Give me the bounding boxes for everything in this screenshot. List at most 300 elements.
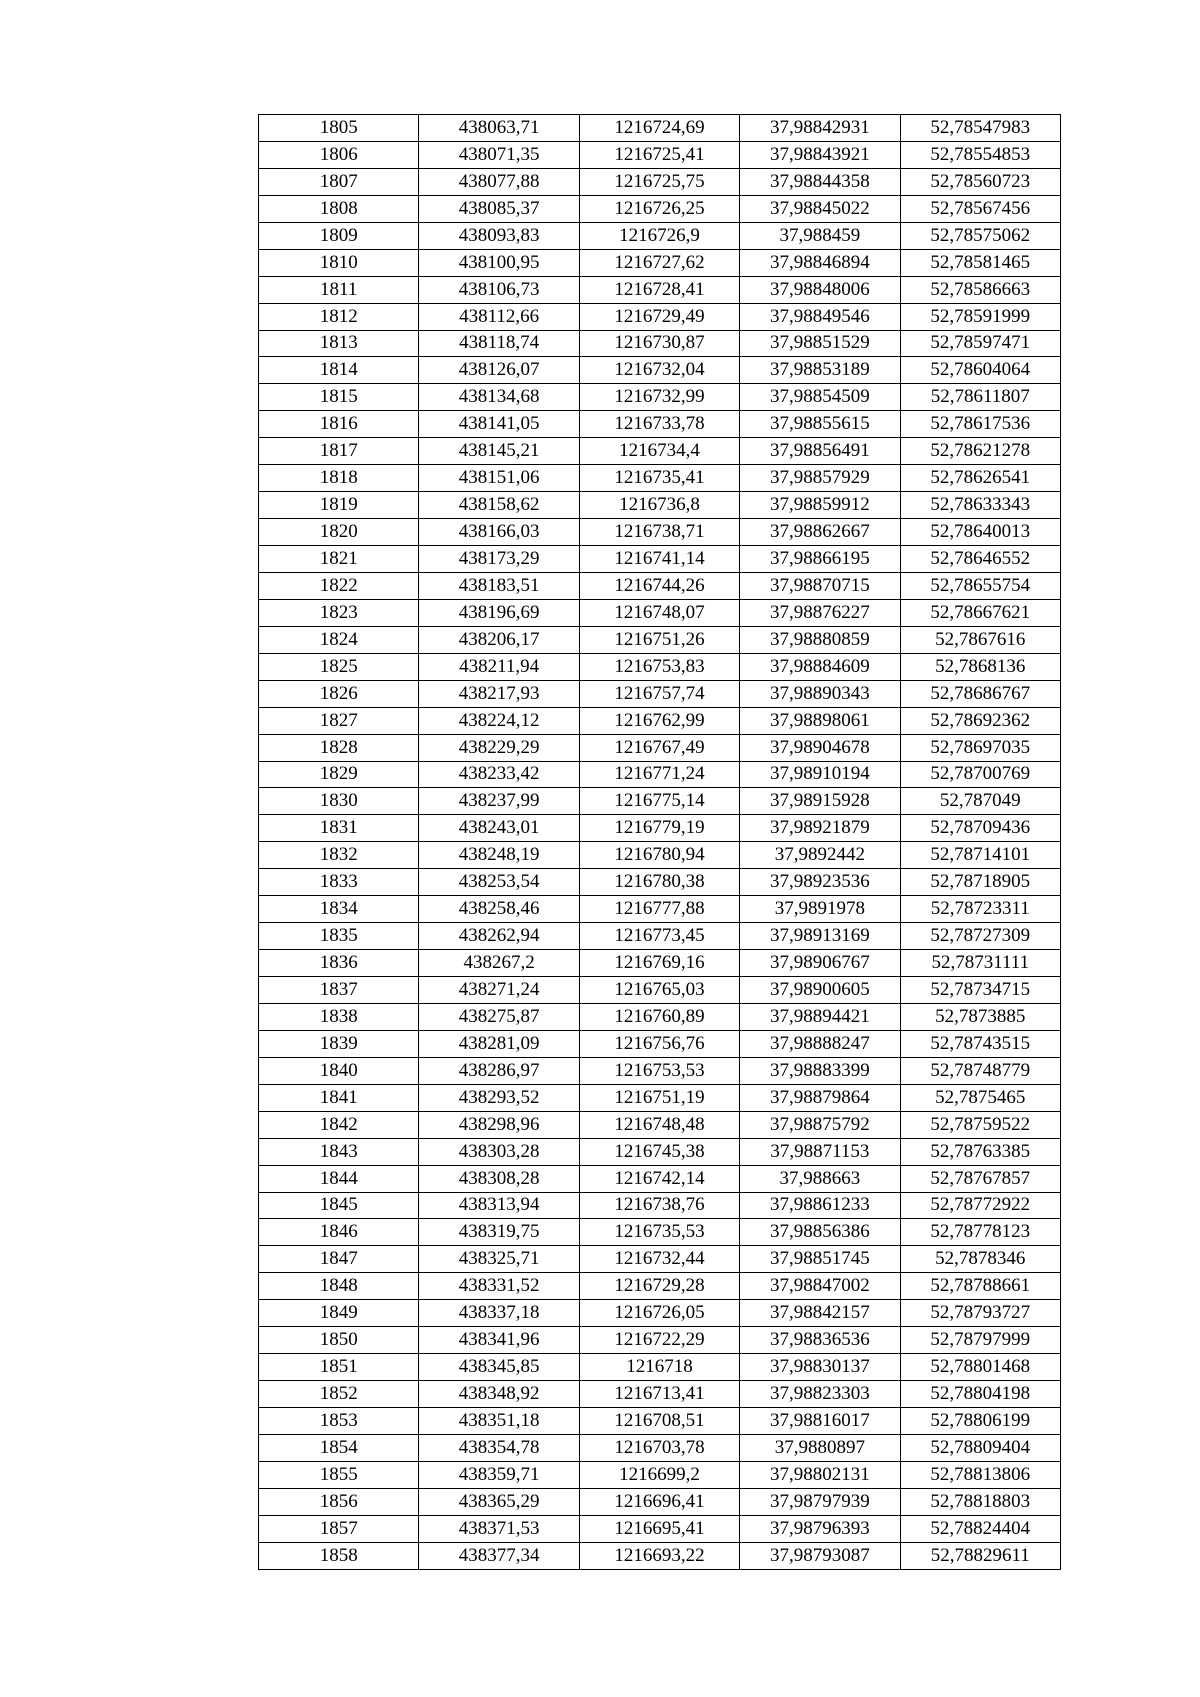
coord-x-cell: 438359,71	[419, 1461, 579, 1488]
coord-y-cell: 1216713,41	[579, 1381, 739, 1408]
coord-x-cell: 438377,34	[419, 1542, 579, 1569]
point-number-cell: 1819	[259, 492, 419, 519]
point-number-cell: 1849	[259, 1300, 419, 1327]
coord-y-cell: 1216751,26	[579, 626, 739, 653]
coord-x-cell: 438085,37	[419, 195, 579, 222]
coordinates-table-body	[259, 115, 1061, 1570]
longitude-cell: 52,78617536	[900, 411, 1060, 438]
point-number-cell: 1845	[259, 1192, 419, 1219]
table-row	[259, 1138, 1061, 1165]
latitude-cell: 37,98843921	[740, 141, 900, 168]
latitude-cell: 37,98836536	[740, 1327, 900, 1354]
longitude-cell: 52,7878346	[900, 1246, 1060, 1273]
coord-x-cell: 438112,66	[419, 303, 579, 330]
longitude-cell: 52,78723311	[900, 896, 1060, 923]
latitude-cell: 37,98793087	[740, 1542, 900, 1569]
coord-x-cell: 438258,46	[419, 896, 579, 923]
coord-x-cell: 438293,52	[419, 1084, 579, 1111]
coord-x-cell: 438267,2	[419, 950, 579, 977]
point-number-cell: 1807	[259, 168, 419, 195]
point-number-cell: 1805	[259, 115, 419, 142]
coord-x-cell: 438319,75	[419, 1219, 579, 1246]
longitude-cell: 52,78700769	[900, 761, 1060, 788]
coord-x-cell: 438100,95	[419, 249, 579, 276]
table-row	[259, 923, 1061, 950]
point-number-cell: 1825	[259, 653, 419, 680]
point-number-cell: 1831	[259, 815, 419, 842]
latitude-cell: 37,98921879	[740, 815, 900, 842]
table-row	[259, 1273, 1061, 1300]
point-number-cell: 1854	[259, 1434, 419, 1461]
coord-y-cell: 1216762,99	[579, 707, 739, 734]
coord-y-cell: 1216748,07	[579, 599, 739, 626]
longitude-cell: 52,78804198	[900, 1381, 1060, 1408]
latitude-cell: 37,98851529	[740, 330, 900, 357]
table-row	[259, 249, 1061, 276]
point-number-cell: 1824	[259, 626, 419, 653]
longitude-cell: 52,78709436	[900, 815, 1060, 842]
point-number-cell: 1832	[259, 842, 419, 869]
coord-y-cell: 1216732,99	[579, 384, 739, 411]
coord-x-cell: 438275,87	[419, 1003, 579, 1030]
coord-y-cell: 1216695,41	[579, 1515, 739, 1542]
table-row	[259, 384, 1061, 411]
latitude-cell: 37,98802131	[740, 1461, 900, 1488]
table-row	[259, 546, 1061, 573]
longitude-cell: 52,78560723	[900, 168, 1060, 195]
point-number-cell: 1834	[259, 896, 419, 923]
point-number-cell: 1847	[259, 1246, 419, 1273]
latitude-cell: 37,98842931	[740, 115, 900, 142]
point-number-cell: 1837	[259, 977, 419, 1004]
coord-y-cell: 1216736,8	[579, 492, 739, 519]
latitude-cell: 37,98898061	[740, 707, 900, 734]
point-number-cell: 1856	[259, 1488, 419, 1515]
coord-x-cell: 438151,06	[419, 465, 579, 492]
table-row	[259, 1381, 1061, 1408]
longitude-cell: 52,78767857	[900, 1165, 1060, 1192]
table-row	[259, 680, 1061, 707]
latitude-cell: 37,98854509	[740, 384, 900, 411]
point-number-cell: 1823	[259, 599, 419, 626]
coord-x-cell: 438134,68	[419, 384, 579, 411]
table-row	[259, 1165, 1061, 1192]
table-row	[259, 492, 1061, 519]
coord-y-cell: 1216756,76	[579, 1030, 739, 1057]
coord-x-cell: 438126,07	[419, 357, 579, 384]
longitude-cell: 52,78818803	[900, 1488, 1060, 1515]
point-number-cell: 1836	[259, 950, 419, 977]
longitude-cell: 52,78797999	[900, 1327, 1060, 1354]
coord-x-cell: 438063,71	[419, 115, 579, 142]
coord-y-cell: 1216718	[579, 1354, 739, 1381]
table-row	[259, 1354, 1061, 1381]
longitude-cell: 52,7873885	[900, 1003, 1060, 1030]
table-row	[259, 438, 1061, 465]
longitude-cell: 52,78718905	[900, 869, 1060, 896]
coord-x-cell: 438217,93	[419, 680, 579, 707]
coord-y-cell: 1216732,44	[579, 1246, 739, 1273]
latitude-cell: 37,98890343	[740, 680, 900, 707]
point-number-cell: 1816	[259, 411, 419, 438]
coord-y-cell: 1216726,9	[579, 222, 739, 249]
latitude-cell: 37,98862667	[740, 519, 900, 546]
coord-y-cell: 1216760,89	[579, 1003, 739, 1030]
point-number-cell: 1826	[259, 680, 419, 707]
table-row	[259, 761, 1061, 788]
coord-y-cell: 1216748,48	[579, 1111, 739, 1138]
latitude-cell: 37,98842157	[740, 1300, 900, 1327]
point-number-cell: 1830	[259, 788, 419, 815]
point-number-cell: 1851	[259, 1354, 419, 1381]
coord-y-cell: 1216779,19	[579, 815, 739, 842]
table-row	[259, 465, 1061, 492]
latitude-cell: 37,98853189	[740, 357, 900, 384]
coord-y-cell: 1216727,62	[579, 249, 739, 276]
table-row	[259, 815, 1061, 842]
coord-y-cell: 1216738,76	[579, 1192, 739, 1219]
coord-x-cell: 438206,17	[419, 626, 579, 653]
latitude-cell: 37,98879864	[740, 1084, 900, 1111]
latitude-cell: 37,98846894	[740, 249, 900, 276]
coord-y-cell: 1216741,14	[579, 546, 739, 573]
table-row	[259, 276, 1061, 303]
coord-y-cell: 1216734,4	[579, 438, 739, 465]
longitude-cell: 52,78778123	[900, 1219, 1060, 1246]
longitude-cell: 52,78633343	[900, 492, 1060, 519]
coord-y-cell: 1216771,24	[579, 761, 739, 788]
longitude-cell: 52,78597471	[900, 330, 1060, 357]
longitude-cell: 52,78692362	[900, 707, 1060, 734]
coord-x-cell: 438308,28	[419, 1165, 579, 1192]
longitude-cell: 52,78611807	[900, 384, 1060, 411]
table-row	[259, 653, 1061, 680]
coord-x-cell: 438253,54	[419, 869, 579, 896]
longitude-cell: 52,78806199	[900, 1408, 1060, 1435]
table-row	[259, 519, 1061, 546]
coord-y-cell: 1216742,14	[579, 1165, 739, 1192]
table-row	[259, 141, 1061, 168]
table-row	[259, 1192, 1061, 1219]
longitude-cell: 52,78743515	[900, 1030, 1060, 1057]
table-row	[259, 1084, 1061, 1111]
latitude-cell: 37,98849546	[740, 303, 900, 330]
point-number-cell: 1858	[259, 1542, 419, 1569]
table-row	[259, 599, 1061, 626]
latitude-cell: 37,98906767	[740, 950, 900, 977]
point-number-cell: 1811	[259, 276, 419, 303]
coord-x-cell: 438298,96	[419, 1111, 579, 1138]
coord-y-cell: 1216777,88	[579, 896, 739, 923]
latitude-cell: 37,98848006	[740, 276, 900, 303]
point-number-cell: 1828	[259, 734, 419, 761]
longitude-cell: 52,78604064	[900, 357, 1060, 384]
longitude-cell: 52,78801468	[900, 1354, 1060, 1381]
latitude-cell: 37,98847002	[740, 1273, 900, 1300]
coord-y-cell: 1216730,87	[579, 330, 739, 357]
latitude-cell: 37,98884609	[740, 653, 900, 680]
coord-x-cell: 438093,83	[419, 222, 579, 249]
table-row	[259, 303, 1061, 330]
coord-x-cell: 438118,74	[419, 330, 579, 357]
point-number-cell: 1813	[259, 330, 419, 357]
longitude-cell: 52,78714101	[900, 842, 1060, 869]
table-row	[259, 1461, 1061, 1488]
coord-x-cell: 438348,92	[419, 1381, 579, 1408]
longitude-cell: 52,78655754	[900, 572, 1060, 599]
longitude-cell: 52,78621278	[900, 438, 1060, 465]
table-row	[259, 950, 1061, 977]
point-number-cell: 1852	[259, 1381, 419, 1408]
table-row	[259, 707, 1061, 734]
coord-x-cell: 438237,99	[419, 788, 579, 815]
longitude-cell: 52,78813806	[900, 1461, 1060, 1488]
coord-x-cell: 438166,03	[419, 519, 579, 546]
coord-x-cell: 438224,12	[419, 707, 579, 734]
table-row	[259, 1030, 1061, 1057]
table-row	[259, 357, 1061, 384]
table-row	[259, 896, 1061, 923]
longitude-cell: 52,78793727	[900, 1300, 1060, 1327]
latitude-cell: 37,98797939	[740, 1488, 900, 1515]
point-number-cell: 1806	[259, 141, 419, 168]
coord-y-cell: 1216773,45	[579, 923, 739, 950]
table-row	[259, 1327, 1061, 1354]
point-number-cell: 1853	[259, 1408, 419, 1435]
point-number-cell: 1838	[259, 1003, 419, 1030]
coord-y-cell: 1216729,49	[579, 303, 739, 330]
coord-y-cell: 1216724,69	[579, 115, 739, 142]
point-number-cell: 1839	[259, 1030, 419, 1057]
latitude-cell: 37,98859912	[740, 492, 900, 519]
coord-y-cell: 1216725,41	[579, 141, 739, 168]
longitude-cell: 52,78731111	[900, 950, 1060, 977]
point-number-cell: 1855	[259, 1461, 419, 1488]
coord-y-cell: 1216745,38	[579, 1138, 739, 1165]
coord-x-cell: 438141,05	[419, 411, 579, 438]
longitude-cell: 52,78586663	[900, 276, 1060, 303]
latitude-cell: 37,988459	[740, 222, 900, 249]
coord-x-cell: 438337,18	[419, 1300, 579, 1327]
point-number-cell: 1827	[259, 707, 419, 734]
coord-y-cell: 1216699,2	[579, 1461, 739, 1488]
latitude-cell: 37,98875792	[740, 1111, 900, 1138]
longitude-cell: 52,78759522	[900, 1111, 1060, 1138]
coordinates-table	[258, 114, 1061, 1570]
latitude-cell: 37,98861233	[740, 1192, 900, 1219]
latitude-cell: 37,98816017	[740, 1408, 900, 1435]
latitude-cell: 37,98888247	[740, 1030, 900, 1057]
coord-x-cell: 438183,51	[419, 572, 579, 599]
table-row	[259, 1219, 1061, 1246]
point-number-cell: 1814	[259, 357, 419, 384]
coord-y-cell: 1216735,53	[579, 1219, 739, 1246]
point-number-cell: 1817	[259, 438, 419, 465]
latitude-cell: 37,98894421	[740, 1003, 900, 1030]
coord-y-cell: 1216780,94	[579, 842, 739, 869]
coord-x-cell: 438145,21	[419, 438, 579, 465]
point-number-cell: 1822	[259, 572, 419, 599]
longitude-cell: 52,7867616	[900, 626, 1060, 653]
longitude-cell: 52,78547983	[900, 115, 1060, 142]
coord-x-cell: 438229,29	[419, 734, 579, 761]
coord-x-cell: 438248,19	[419, 842, 579, 869]
latitude-cell: 37,98870715	[740, 572, 900, 599]
coord-y-cell: 1216708,51	[579, 1408, 739, 1435]
coord-y-cell: 1216703,78	[579, 1434, 739, 1461]
longitude-cell: 52,78567456	[900, 195, 1060, 222]
coord-x-cell: 438341,96	[419, 1327, 579, 1354]
longitude-cell: 52,787049	[900, 788, 1060, 815]
coord-x-cell: 438325,71	[419, 1246, 579, 1273]
latitude-cell: 37,98844358	[740, 168, 900, 195]
longitude-cell: 52,78697035	[900, 734, 1060, 761]
coord-y-cell: 1216744,26	[579, 572, 739, 599]
coord-y-cell: 1216738,71	[579, 519, 739, 546]
point-number-cell: 1809	[259, 222, 419, 249]
latitude-cell: 37,9891978	[740, 896, 900, 923]
longitude-cell: 52,78809404	[900, 1434, 1060, 1461]
longitude-cell: 52,78554853	[900, 141, 1060, 168]
table-row	[259, 869, 1061, 896]
longitude-cell: 52,78763385	[900, 1138, 1060, 1165]
latitude-cell: 37,98871153	[740, 1138, 900, 1165]
table-row	[259, 222, 1061, 249]
latitude-cell: 37,98904678	[740, 734, 900, 761]
coord-y-cell: 1216751,19	[579, 1084, 739, 1111]
longitude-cell: 52,78734715	[900, 977, 1060, 1004]
longitude-cell: 52,78575062	[900, 222, 1060, 249]
coord-y-cell: 1216693,22	[579, 1542, 739, 1569]
latitude-cell: 37,98851745	[740, 1246, 900, 1273]
coord-x-cell: 438313,94	[419, 1192, 579, 1219]
longitude-cell: 52,7868136	[900, 653, 1060, 680]
table-row	[259, 168, 1061, 195]
point-number-cell: 1818	[259, 465, 419, 492]
longitude-cell: 52,78640013	[900, 519, 1060, 546]
coord-x-cell: 438331,52	[419, 1273, 579, 1300]
point-number-cell: 1842	[259, 1111, 419, 1138]
table-row	[259, 1488, 1061, 1515]
coord-y-cell: 1216765,03	[579, 977, 739, 1004]
coord-x-cell: 438354,78	[419, 1434, 579, 1461]
coord-x-cell: 438077,88	[419, 168, 579, 195]
coord-x-cell: 438371,53	[419, 1515, 579, 1542]
latitude-cell: 37,98900605	[740, 977, 900, 1004]
coord-x-cell: 438243,01	[419, 815, 579, 842]
coord-y-cell: 1216728,41	[579, 276, 739, 303]
table-row	[259, 1515, 1061, 1542]
longitude-cell: 52,78772922	[900, 1192, 1060, 1219]
table-row	[259, 1434, 1061, 1461]
point-number-cell: 1815	[259, 384, 419, 411]
table-row	[259, 734, 1061, 761]
coord-x-cell: 438211,94	[419, 653, 579, 680]
coord-x-cell: 438196,69	[419, 599, 579, 626]
latitude-cell: 37,9880897	[740, 1434, 900, 1461]
longitude-cell: 52,78591999	[900, 303, 1060, 330]
coord-y-cell: 1216780,38	[579, 869, 739, 896]
table-row	[259, 330, 1061, 357]
coord-x-cell: 438158,62	[419, 492, 579, 519]
longitude-cell: 52,78686767	[900, 680, 1060, 707]
longitude-cell: 52,78748779	[900, 1057, 1060, 1084]
table-row	[259, 1542, 1061, 1569]
point-number-cell: 1850	[259, 1327, 419, 1354]
coord-y-cell: 1216775,14	[579, 788, 739, 815]
point-number-cell: 1833	[259, 869, 419, 896]
coord-y-cell: 1216726,25	[579, 195, 739, 222]
coord-x-cell: 438303,28	[419, 1138, 579, 1165]
longitude-cell: 52,78646552	[900, 546, 1060, 573]
coord-x-cell: 438271,24	[419, 977, 579, 1004]
latitude-cell: 37,98866195	[740, 546, 900, 573]
table-row	[259, 842, 1061, 869]
table-row	[259, 115, 1061, 142]
latitude-cell: 37,98796393	[740, 1515, 900, 1542]
coord-y-cell: 1216757,74	[579, 680, 739, 707]
longitude-cell: 52,78829611	[900, 1542, 1060, 1569]
coord-y-cell: 1216696,41	[579, 1488, 739, 1515]
point-number-cell: 1810	[259, 249, 419, 276]
coord-y-cell: 1216722,29	[579, 1327, 739, 1354]
latitude-cell: 37,98880859	[740, 626, 900, 653]
longitude-cell: 52,78788661	[900, 1273, 1060, 1300]
latitude-cell: 37,98856386	[740, 1219, 900, 1246]
point-number-cell: 1840	[259, 1057, 419, 1084]
coord-y-cell: 1216735,41	[579, 465, 739, 492]
point-number-cell: 1829	[259, 761, 419, 788]
latitude-cell: 37,9892442	[740, 842, 900, 869]
latitude-cell: 37,98883399	[740, 1057, 900, 1084]
point-number-cell: 1844	[259, 1165, 419, 1192]
latitude-cell: 37,98910194	[740, 761, 900, 788]
latitude-cell: 37,988663	[740, 1165, 900, 1192]
latitude-cell: 37,98830137	[740, 1354, 900, 1381]
point-number-cell: 1808	[259, 195, 419, 222]
point-number-cell: 1835	[259, 923, 419, 950]
table-row	[259, 1246, 1061, 1273]
table-row	[259, 1111, 1061, 1138]
coord-y-cell: 1216769,16	[579, 950, 739, 977]
coord-x-cell: 438351,18	[419, 1408, 579, 1435]
latitude-cell: 37,98857929	[740, 465, 900, 492]
table-row	[259, 1057, 1061, 1084]
coord-x-cell: 438286,97	[419, 1057, 579, 1084]
table-row	[259, 788, 1061, 815]
latitude-cell: 37,98913169	[740, 923, 900, 950]
latitude-cell: 37,98856491	[740, 438, 900, 465]
point-number-cell: 1846	[259, 1219, 419, 1246]
table-row	[259, 411, 1061, 438]
coord-x-cell: 438281,09	[419, 1030, 579, 1057]
coord-y-cell: 1216732,04	[579, 357, 739, 384]
latitude-cell: 37,98876227	[740, 599, 900, 626]
table-row	[259, 626, 1061, 653]
point-number-cell: 1841	[259, 1084, 419, 1111]
table-row	[259, 1408, 1061, 1435]
point-number-cell: 1812	[259, 303, 419, 330]
longitude-cell: 52,78626541	[900, 465, 1060, 492]
coord-y-cell: 1216729,28	[579, 1273, 739, 1300]
latitude-cell: 37,98923536	[740, 869, 900, 896]
latitude-cell: 37,98845022	[740, 195, 900, 222]
coord-x-cell: 438262,94	[419, 923, 579, 950]
coord-x-cell: 438365,29	[419, 1488, 579, 1515]
coord-x-cell: 438173,29	[419, 546, 579, 573]
table-row	[259, 977, 1061, 1004]
point-number-cell: 1843	[259, 1138, 419, 1165]
